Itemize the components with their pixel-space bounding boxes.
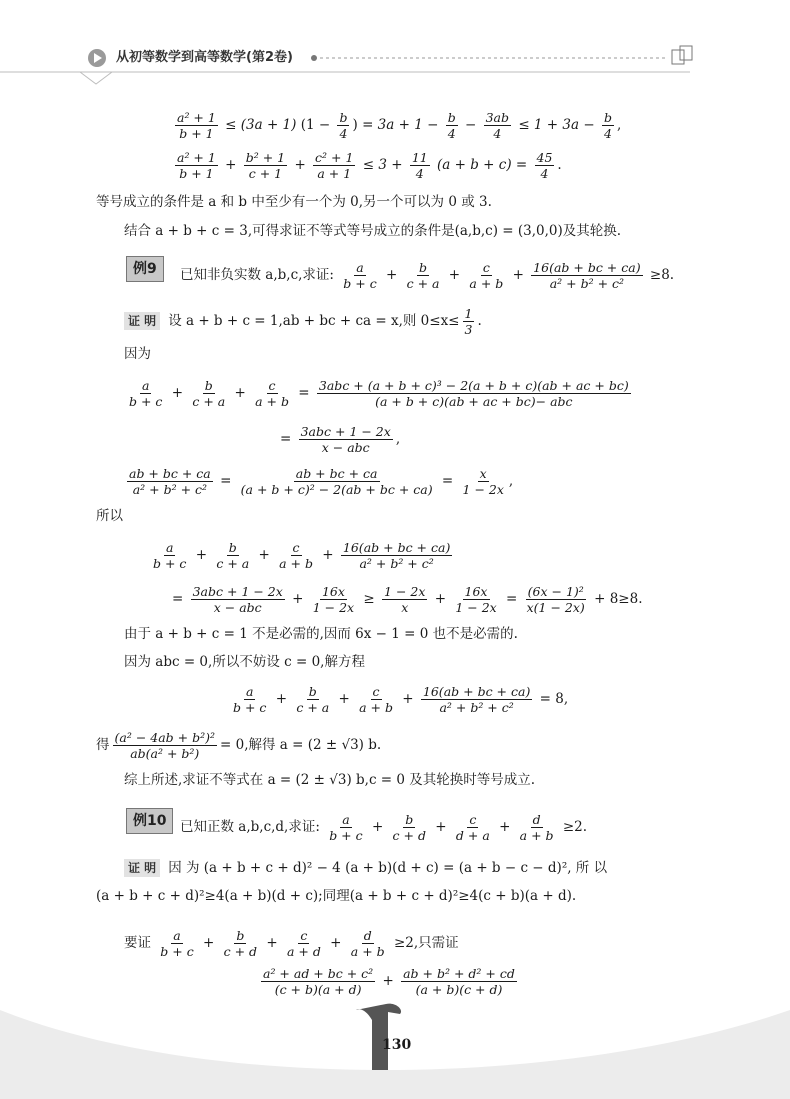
play-icon: [88, 49, 106, 67]
math-therefore-line-2: = $\frac{\text{3abc + 1 − 2x}}{\text{x − abc}}$ + $\frac{16x}{1 - 2x}$ ≥ $\frac{1 - 2x}{x}$ + $\frac{16x}{1 - 2x}$ = $\frac{\text{(6x − 1)²}}{x(1 - 2x)}$ + 8≥8.: [172, 584, 643, 615]
math-line-2: $\frac{\text{a² + 1}}{b + 1}$ + $\frac{\text{b² + 1}}{c + 1}$ + $\frac{\text{c² + 1}}{a + 1}$ ≤ 3 + $\frac{11}{4}$ (a + b + c) = $\frac{45}{4}$ .: [177, 150, 562, 181]
equality-condition-text: 等号成立的条件是 a 和 b 中至少有一个为 0,另一个可以为 0 或 3.: [96, 194, 492, 210]
not-needed-text: 由于 a + b + c = 1 不是必需的,因而 6x − 1 = 0 也不是必需的.: [124, 626, 518, 642]
abc-zero-text: 因为 abc = 0,所以不妨设 c = 0,解方程: [124, 654, 365, 670]
proof-9-line: 证 明 设 a + b + c = 1,ab + bc + ca = x,则 0≤x≤ $\frac{1}{3}$ .: [124, 306, 482, 337]
math-ratio-line: $\frac{ab + bc + ca}{\text{a² + b² + c²}}$ = $\frac{ab + bc + ca}{\text{(a + b + c)² − 2(ab + bc + ca)}}$ = $\frac{x}{1 - 2x}$ ,: [129, 466, 514, 497]
need-to-prove-line: 要证 $\frac{a}{b + c}$ + $\frac{b}{c + d}$ + $\frac{c}{a + d}$ + $\frac{d}{a + b}$ ≥2,只需证: [124, 928, 459, 959]
example-9-badge: 例9: [126, 256, 164, 282]
fraction: $\frac{\text{a² + 1}}{b + 1}$: [177, 110, 216, 141]
math-equation-line: $\frac{a}{b + c}$ + $\frac{b}{c + a}$ + $\frac{c}{a + b}$ + $\frac{16(ab + bc + ca)}{\text{a² + b² + c²}}$ = 8,: [233, 684, 569, 715]
proof-tag: 证 明: [124, 859, 160, 877]
math-simplify-line: = $\frac{\text{3abc + 1 − 2x}}{\text{x − abc}}$ ,: [280, 424, 401, 455]
math-line-1: $\frac{\text{a² + 1}}{b + 1}$ ≤ (3a + 1) (1 − $\frac{b}{4}$ ) = 3a + 1 − $\frac{b}{4}$ − $\frac{3ab}{4}$ ≤ 1 + 3a − $\frac{b}{4}$ ,: [177, 110, 622, 141]
proof-10-line-2: (a + b + c + d)²≥4(a + b)(d + c);同理(a + b + c + d)²≥4(c + b)(a + d).: [96, 888, 577, 904]
page-header: [0, 0, 790, 95]
proof-10-line-1: 证 明 因 为 (a + b + c + d)² − 4 (a + b)(d + c) = (a + b − c − d)², 所 以: [124, 858, 607, 878]
therefore-text: 所以: [96, 508, 123, 524]
proof-tag: 证 明: [124, 312, 160, 330]
math-final-line: $\frac{\text{a² + ad + bc + c²}}{(c + b)(a + d)}$ + $\frac{\text{ab + b² + d² + cd}}{(a + b)(c + d)}$: [263, 966, 515, 997]
because-text: 因为: [124, 346, 151, 362]
summary-text: 综上所述,求证不等式在 a = (2 ± √3) b,c = 0 及其轮换时等号成立.: [124, 772, 536, 788]
solve-line: 得 $\frac{\text{(a² − 4ab + b²)²}}{\text{ab(a² + b²)}}$ = 0,解得 a = (2 ± √3) b.: [96, 730, 382, 761]
combine-text: 结合 a + b + c = 3,可得求证不等式等号成立的条件是(a,b,c) = (3,0,0)及其轮换.: [124, 223, 622, 239]
page-number: 130: [382, 1037, 412, 1053]
math-therefore-line-1: $\frac{a}{b + c}$ + $\frac{b}{c + a}$ + $\frac{c}{a + b}$ + $\frac{16(ab + bc + ca)}{\text{a² + b² + c²}}$: [153, 540, 451, 571]
header-title: 从初等数学到高等数学(第2卷): [116, 50, 293, 65]
example-10-statement: 已知正数 a,b,c,d,求证: $\frac{a}{b + c}$ + $\frac{b}{c + d}$ + $\frac{c}{d + a}$ + $\frac{d}{a + b}$ ≥2.: [180, 812, 588, 843]
example-9-statement: 已知非负实数 a,b,c,求证: $\frac{a}{b + c}$ + $\frac{b}{c + a}$ + $\frac{c}{a + b}$ + $\frac{16(ab + bc + ca)}{\text{a² + b² + c²}}$ ≥8.: [180, 260, 675, 291]
example-10-badge: 例10: [126, 808, 173, 834]
math-sum-line: $\frac{a}{b + c}$ + $\frac{b}{c + a}$ + $\frac{c}{a + b}$ = $\frac{\text{3abc + (a + b + c)³ − 2(a + b + c)(ab + ac + bc)}}{\text{(a + b + c)(ab + ac + bc)− abc}}$: [129, 378, 629, 409]
